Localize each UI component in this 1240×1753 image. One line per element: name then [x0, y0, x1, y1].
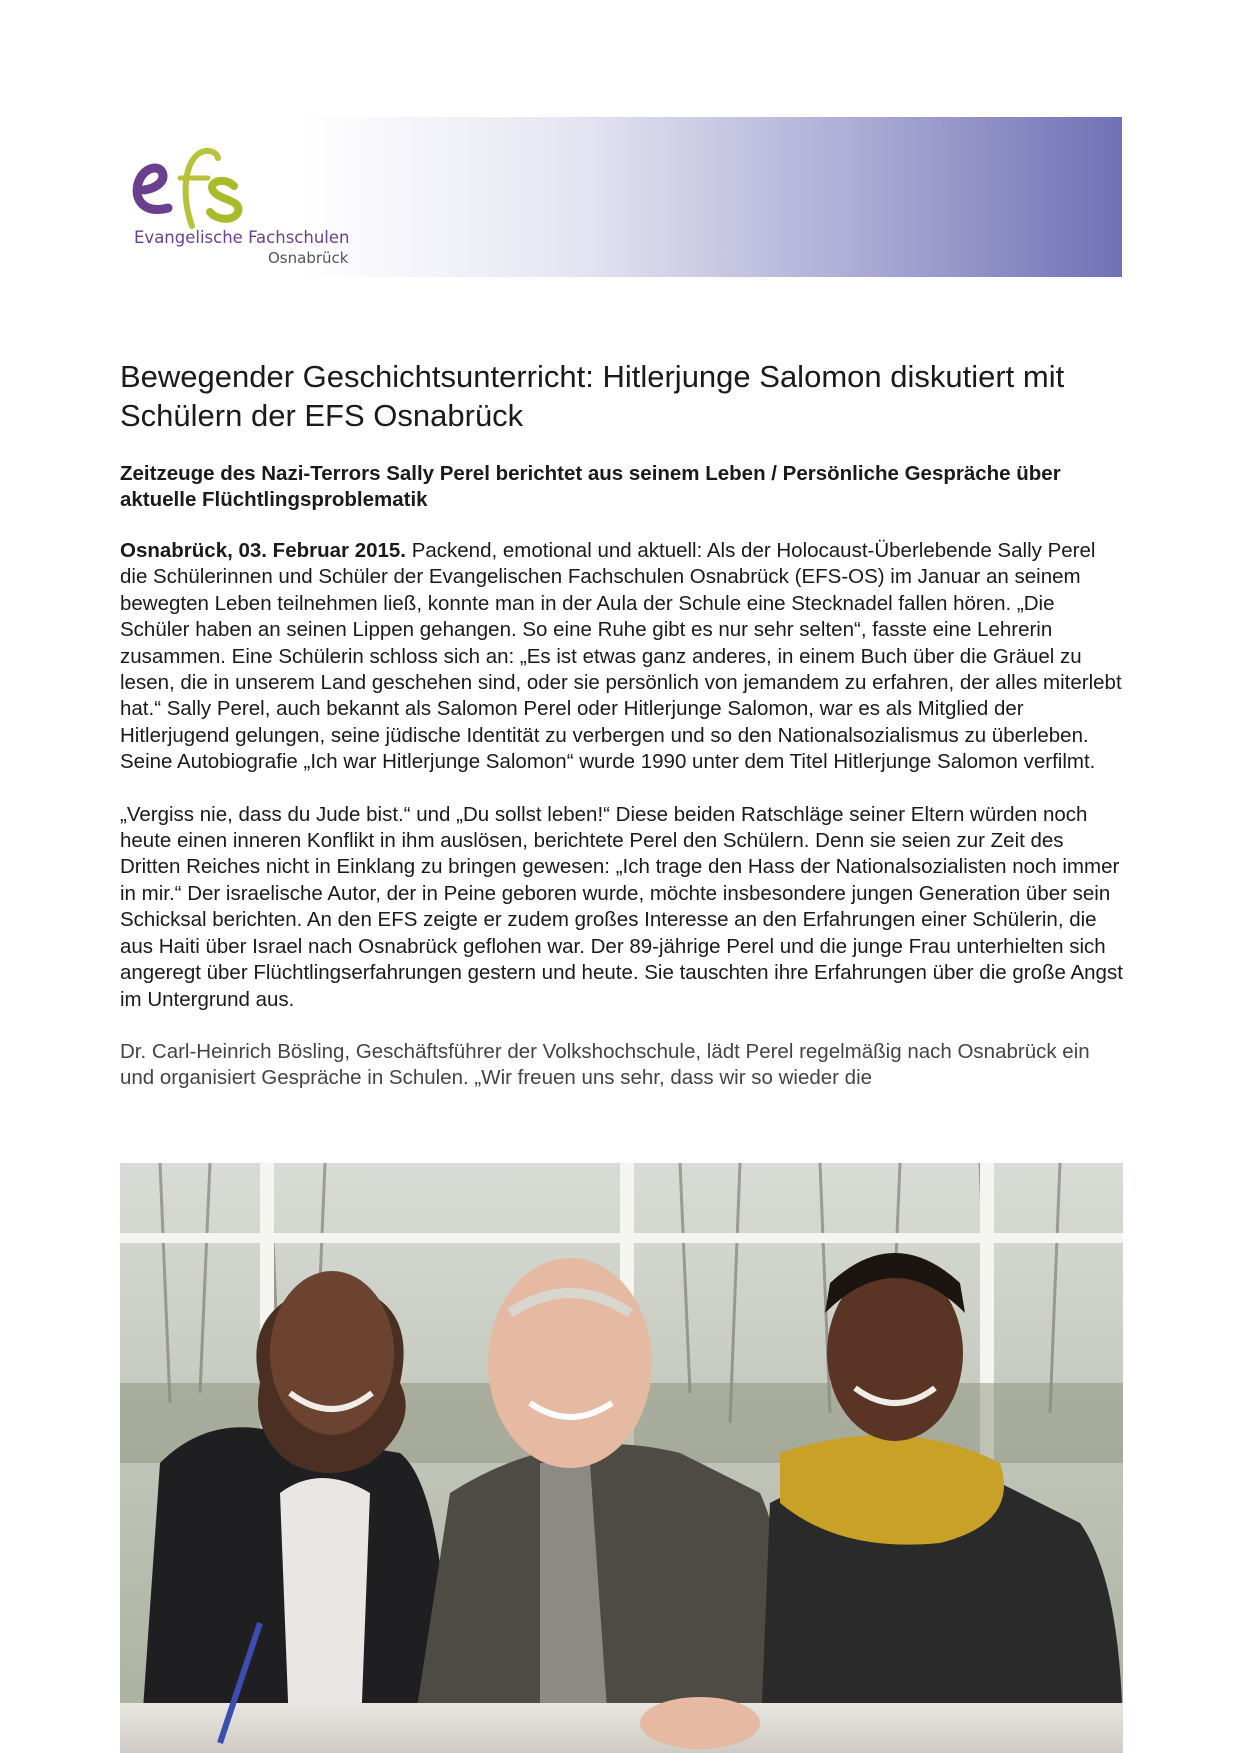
dateline: Osnabrück, 03. Februar 2015.	[120, 539, 406, 562]
article-photo	[120, 1163, 1123, 1753]
logo-city-name: Osnabrück	[268, 249, 349, 267]
paragraph-3: Dr. Carl-Heinrich Bösling, Geschäftsführer der Volkshochschule, lädt Perel regelmäßig nach Osnabrück ein und organisiert Gespräche in Schulen. „Wir freuen uns sehr, dass wir so wieder die	[120, 1039, 1090, 1090]
article-subheadline: Zeitzeuge des Nazi-Terrors Sally Perel berichtet aus seinem Leben / Persönliche Gespräche über aktuelle Flüchtlingsproblematik	[120, 462, 1061, 511]
article-headline: Bewegender Geschichtsunterricht: Hitlerjunge Salomon diskutiert mit Schülern der EFS Osnabrück	[120, 359, 1065, 433]
paragraph-2: „Vergiss nie, dass du Jude bist.“ und „Du sollst leben!“ Diese beiden Ratschläge seiner Eltern würden noch heute einen inneren Konflikt in ihm auslösen, berichtete Perel den Schülern. Denn sie seien zur Zeit des Dritten Reiches nicht in Einklang zu bringen gewesen: „Ich trage den Hass der Nationalsozialisten noch immer in mir.“ Der israelische Autor, der in Peine geboren wurde, möchte insbesondere jungen Generation über sein Schicksal berichten. An den EFS zeigte er zudem großes Interesse an den Erfahrungen einer Schülerin, die aus Haiti über Israel nach Osnabrück geflohen war. Der 89-jährige Perel und die junge Frau unterhielten sich angeregt über Flüchtlingserfahrungen gestern und heute. Sie tauschten ihre Erfahrungen über die große Angst im Untergrund aus.	[120, 802, 1123, 1011]
photo-illustration	[120, 1163, 1123, 1753]
paragraph-1	[120, 538, 1125, 776]
article-body	[120, 538, 1125, 1118]
paragraph-1-text: Packend, emotional und aktuell: Als der Holocaust-Überlebende Sally Perel die Schülerinnen und Schüler der Evangelischen Fachschulen Osnabrück (EFS-OS) im Januar an seinem bewegten Leben teilnehmen ließ, konnte man in der Aula der Schule eine Stecknadel fallen hören. „Die Schüler haben an seinen Lippen gehangen. So eine Ruhe gibt es nur sehr selten“, fasste eine Lehrerin zusammen. Eine Schülerin schloss sich an: „Es ist etwas ganz anderes, in einem Buch über die Gräuel zu lesen, die in unserem Land geschehen sind, oder sie persönlich von jemandem zu erfahren, der alles miterlebt hat.“ Sally Perel, auch bekannt als Salomon Perel oder Hitlerjunge Salomon, war es als Mitglied der Hitlerjugend gelungen, seine jüdische Identität zu verbergen und so den Nationalsozialismus zu überleben. Seine Autobiografie „Ich war Hitlerjunge Salomon“ wurde 1990 unter dem Titel Hitlerjunge Salomon verfilmt.	[120, 539, 1122, 774]
efs-logo	[124, 138, 364, 273]
logo-school-name: Evangelische Fachschulen	[134, 228, 350, 247]
efs-logo-mark	[124, 138, 364, 238]
